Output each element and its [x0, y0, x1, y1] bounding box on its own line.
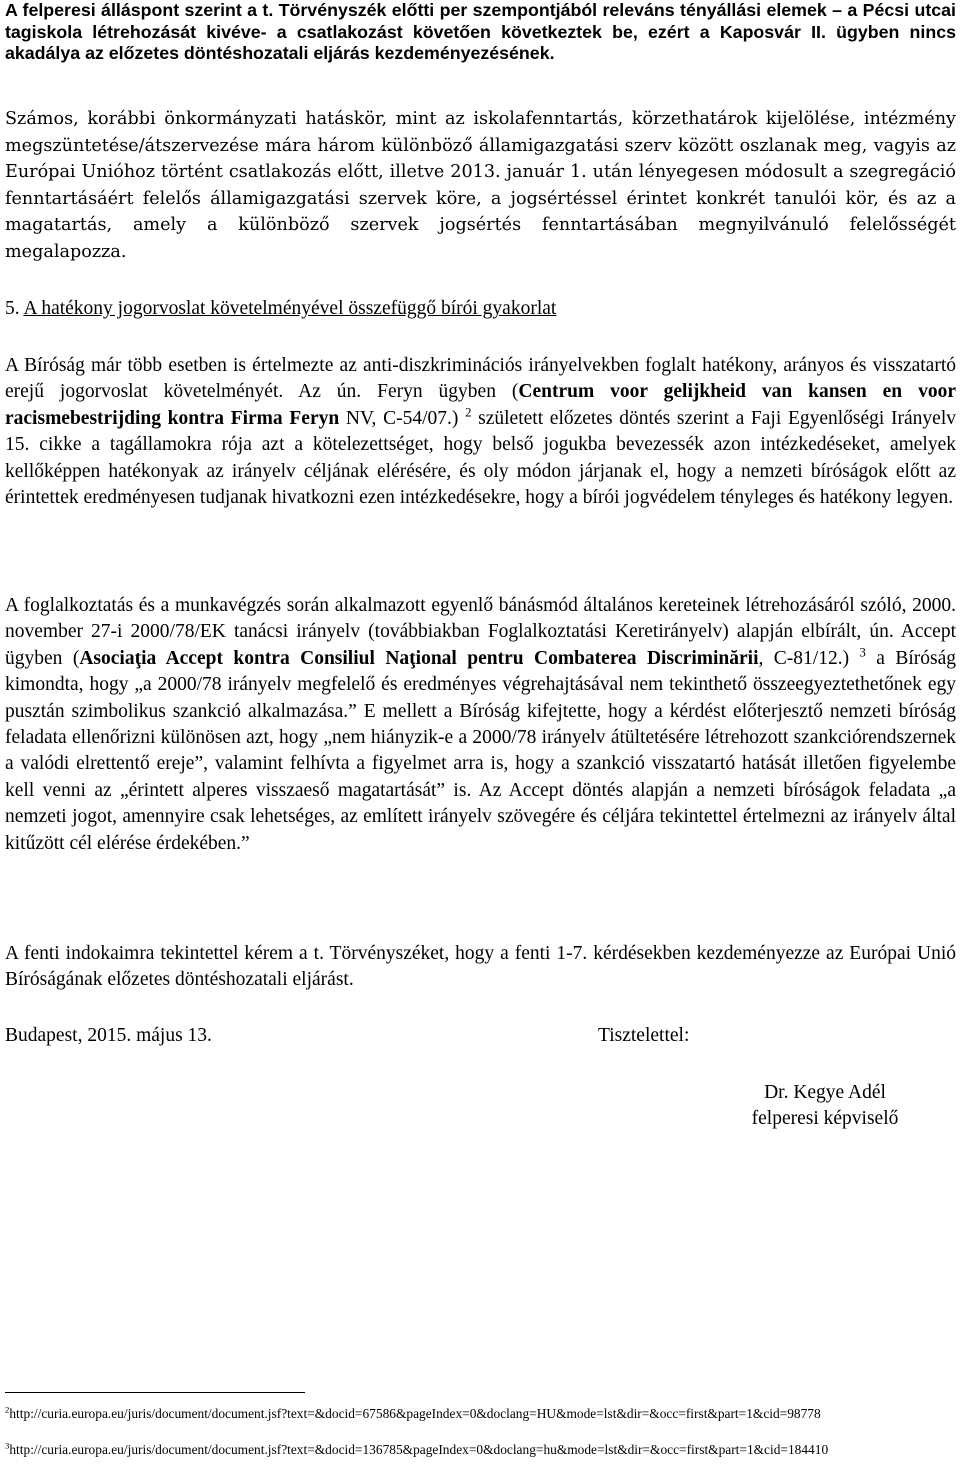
footnote-separator: [5, 1392, 305, 1393]
footnote-url: http://curia.europa.eu/juris/document/document.jsf?text=&docid=136785&pageIndex=0&doclang=hu&mode=lst&dir=&occ=first&part=1&cid=184410: [9, 1442, 829, 1457]
accept-case-name: Asociaţia Accept kontra Consiliul Naţional pentru Combaterea Discriminării: [79, 647, 759, 669]
paragraph-accept: [5, 593, 956, 857]
accept-text-1: A foglalkoztatás és a munkavégzés során alkalmazott egyenlő bánásmód általános kereteinek létrehozásáról szóló, 2000. november 27-i 2000/78/EK tanácsi irányelv (továbbiakban Foglalkoztatási Keretirányelv) alapján elbírált, ún. Accept ügyben (: [5, 595, 956, 669]
footnote-ref-2: 2: [465, 405, 472, 420]
footnote-url: http://curia.europa.eu/juris/document/document.jsf?text=&docid=67586&pageIndex=0&doclang=HU&mode=lst&dir=&occ=first&part=1&cid=98778: [9, 1406, 821, 1421]
accept-text-3: a Bíróság kimondta, hogy „a 2000/78 irányelv megfelelő és eredményes végrehajtásával nem tekinthető összeegyeztethetőnek egy pusztán szimbolikus szankció alkalmazása.” E mellett a Bíróság kifejtette, hogy a kérdést előterjesztő nemzeti bíróság feladata ellenőrizni különösen azt, hogy „nem hiányzik-e a 2000/78 irányelv átültetésére létrehozott szankciórendszernek a valódi elrettentő ereje”, valamint felhívta a figyelmet arra is, hogy a szankció visszatartó hatását illetően figyelembe kell venni az „érintett alperes visszaeső magatartását” is. Az Accept döntés alapján a nemzeti bíróságok feladata „a nemzeti jogot, amennyire csak lehetséges, az említett irányelv szövegére és céljára tekintettel értelmezni az irányelv által kitűzött cél elérése érdekében.”: [5, 647, 956, 854]
intro-paragraph: A felperesi álláspont szerint a t. Törvényszék előtti per szempontjából releváns tényállási elemek – a Pécsi utcai tagiskola létrehozását kivéve- a csatlakozást követően következtek be, ezért a Kaposvár II. ügyben nincs akadálya az előzetes döntéshozatali eljárás kezdeményezésének.: [5, 0, 956, 63]
accept-text-2: , C-81/12.): [758, 647, 860, 669]
paragraph-feryn: [5, 353, 956, 511]
footnote-2: [5, 1405, 956, 1423]
paragraph-competences: Számos, korábbi önkormányzati hatáskör, mint az iskolafenntartás, körzethatárok kijelölése, intézmény megszüntetése/átszervezése mára három különböző államigazgatási szerv között oszlanak meg, vagyis az Európai Unióhoz történt csatlakozás előtt, illetve 2013. január 1. után lényegesen módosult a szegregáció fenntartásáért felelős államigazgatási szervek köre, a jogsértéssel érintet konkrét tanulói kör, és az a magatartás, amely a különböző szervek jogsértés fenntartásában megnyilvánuló felelősségét megalapozza.: [5, 109, 956, 262]
footnote-ref-3: 3: [859, 645, 866, 660]
signature-block: [700, 1080, 950, 1132]
feryn-case-name: Centrum voor gelijkheid van kansen en voor racismebestrijding kontra Firma Feryn: [5, 381, 956, 429]
feryn-text-2: NV, C-54/07.): [339, 407, 466, 429]
feryn-text-3: született előzetes döntés szerint a Faji Egyenlőségi Irányelv 15. cikke a tagállamokra rója azt a kötelezettséget, hogy belső jogukba bevezessék azon intézkedéseket, amelyek kellőképpen hatékonyak az irányelv céljának elérésére, és oly módon járjanak el, hogy a nemzeti bíróságok előtt az érintettek eredményesen tudjanak hivatkozni ezen intézkedésekre, hogy a bírói jogvédelem tényleges és hatékony legyen.: [5, 407, 957, 509]
footnote-mark: 2: [5, 1404, 10, 1415]
footnote-3: [5, 1441, 956, 1459]
section-title: A hatékony jogorvoslat követelményével összefüggő bírói gyakorlat: [23, 298, 557, 319]
paragraph-request: A fenti indokaimra tekintettel kérem a t. Törvényszéket, hogy a fenti 1-7. kérdésekben kezdeményezze az Európai Unió Bíróságának előzetes döntéshozatali eljárást.: [5, 943, 956, 991]
signer-role: felperesi képviselő: [751, 1108, 899, 1129]
place-date: Budapest, 2015. május 13.: [5, 1025, 212, 1046]
closing-salutation: Tisztelettel:: [598, 1025, 690, 1046]
section-number: 5.: [5, 298, 24, 319]
feryn-text-1: A Bíróság már több esetben is értelmezte az anti-diszkriminációs irányelvekben foglalt hatékony, arányos és visszatartó erejű jogorvoslat követelményét. Az ún. Feryn ügyben (: [5, 355, 956, 403]
section-heading: [5, 296, 956, 322]
footnote-mark: 3: [5, 1440, 10, 1451]
signer-name: Dr. Kegye Adél: [764, 1082, 886, 1103]
